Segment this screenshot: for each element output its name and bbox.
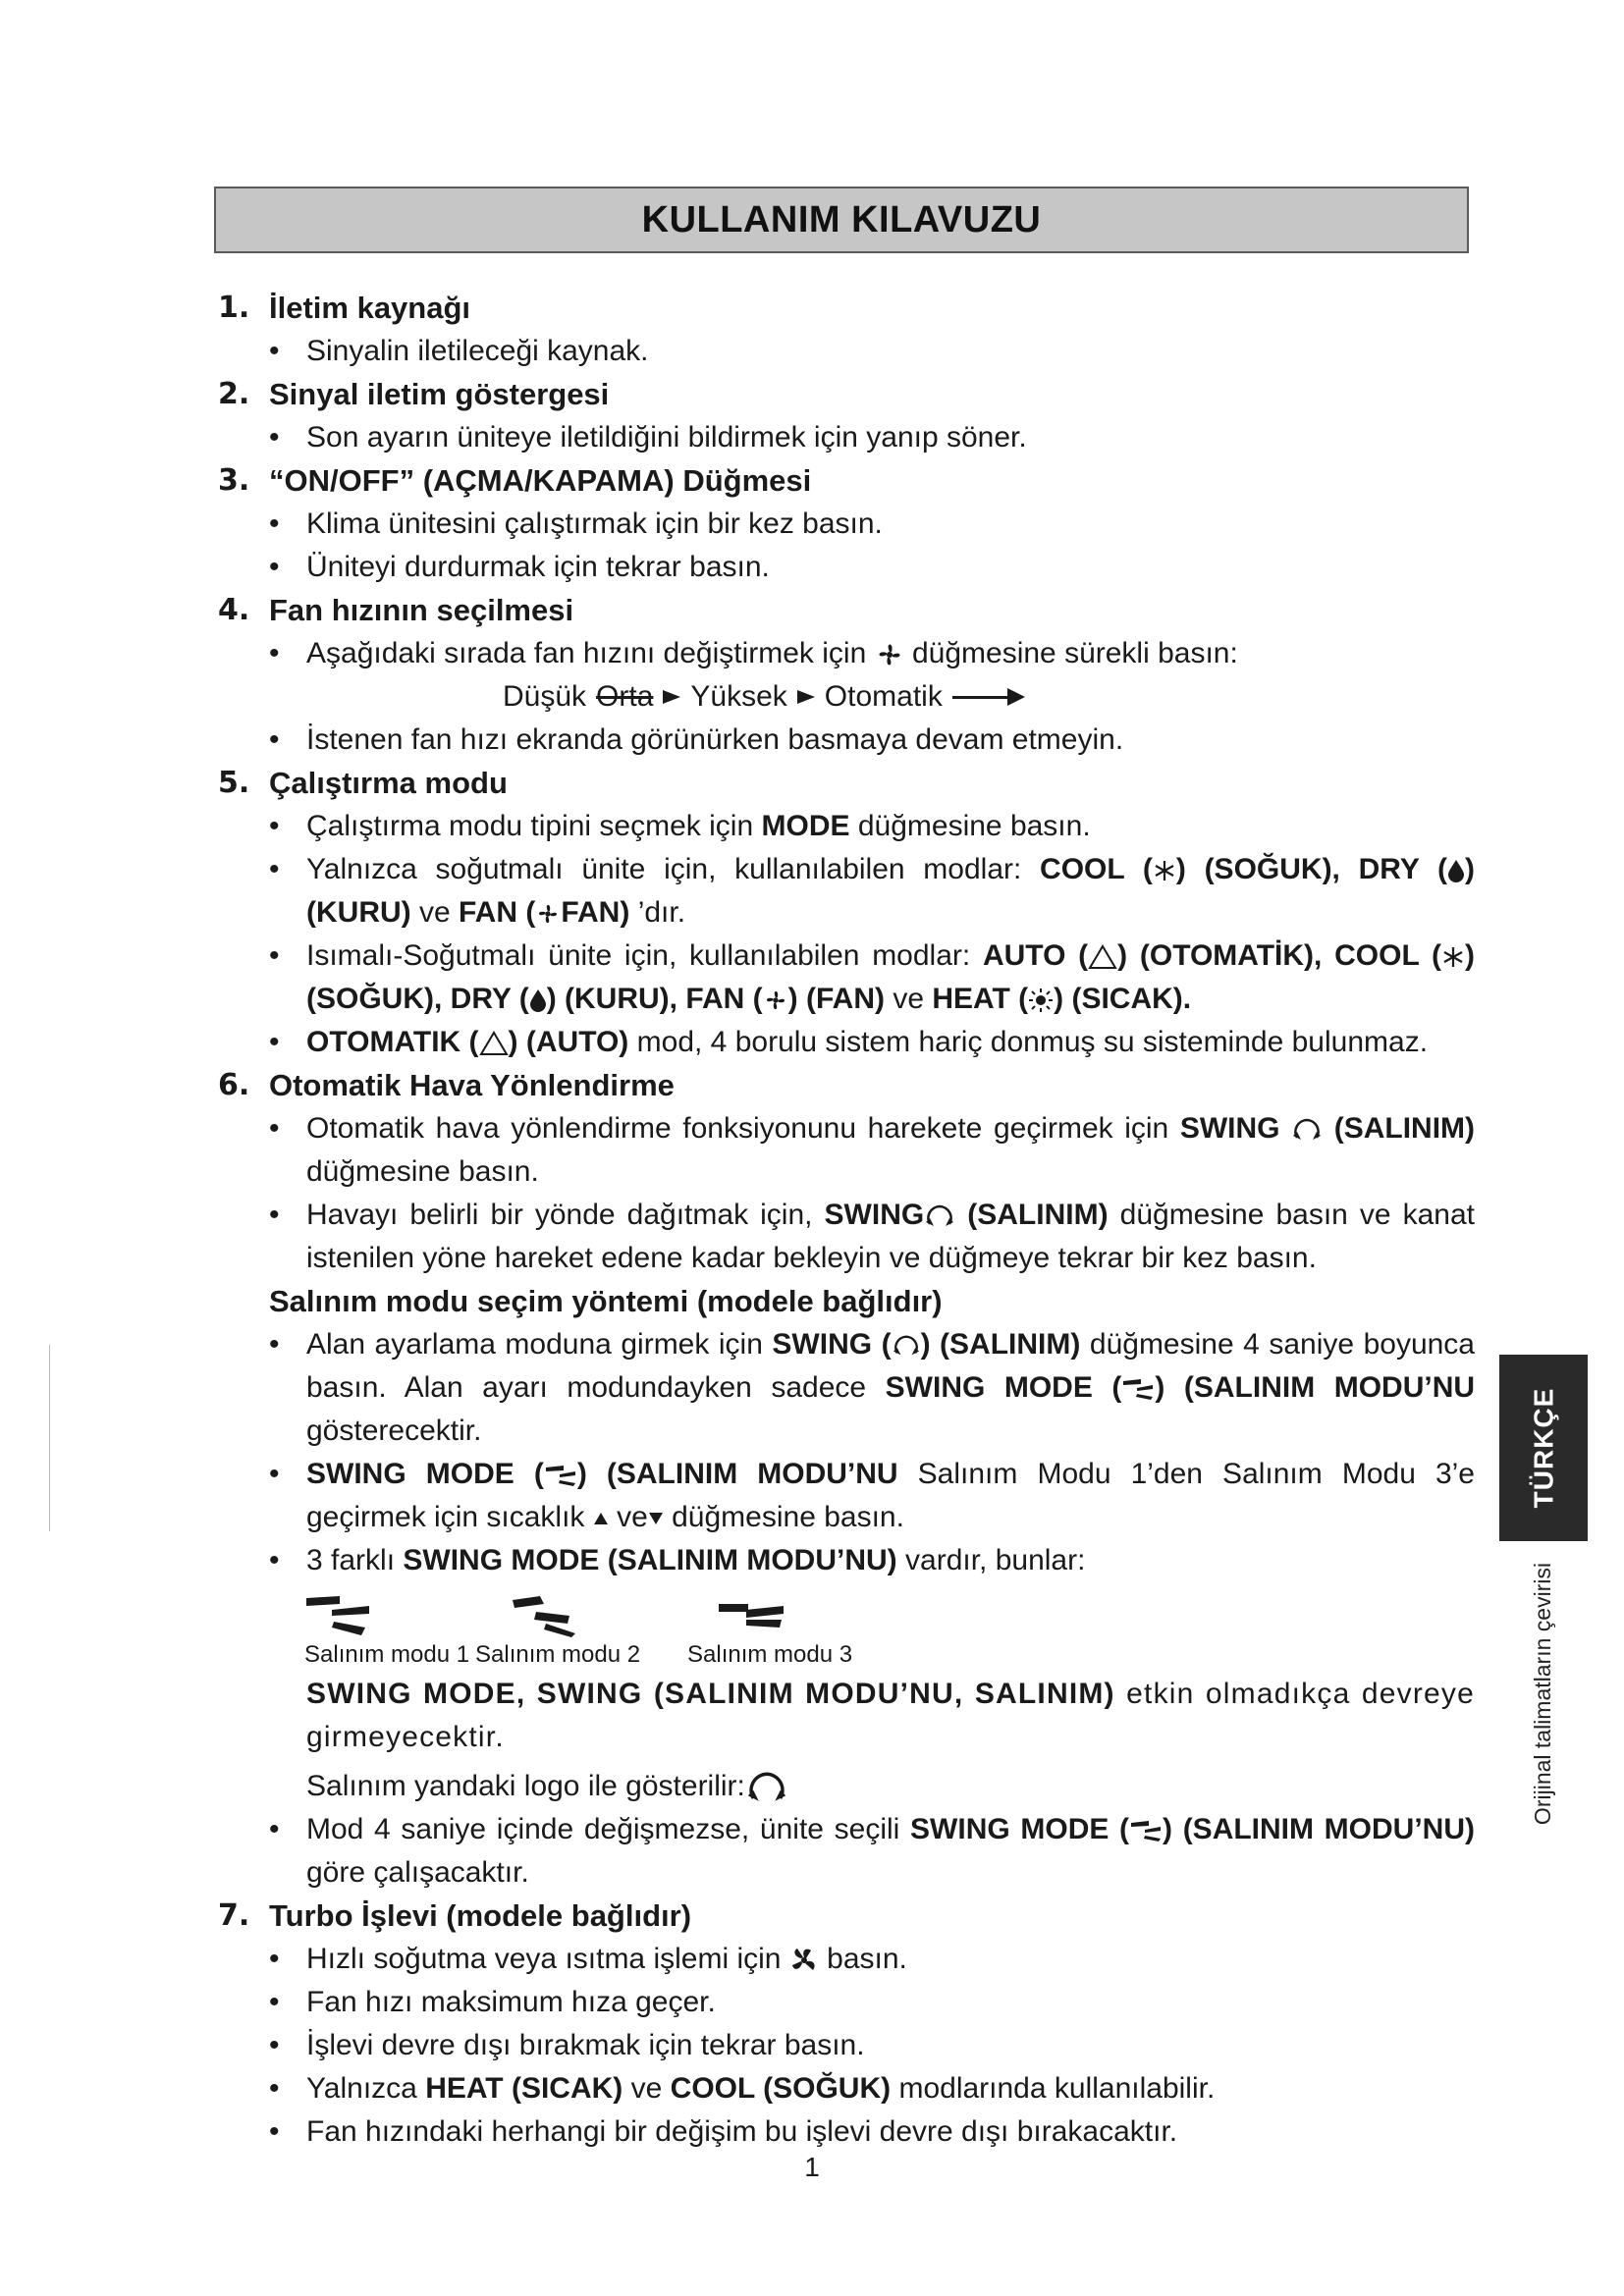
item-text: Otomatik hava yönlendirme fonksiyonunu harekete geçirmek için xyxy=(306,1112,1169,1145)
cool-label: (SOĞUK), xyxy=(306,983,443,1015)
item-text: Son ayarın üniteye iletildiğini bildirmek için yanıp söner. xyxy=(306,421,1027,454)
dry-label: ) (KURU) xyxy=(306,853,1476,929)
heat-label: ) (SICAK). xyxy=(1054,983,1192,1015)
list-item xyxy=(218,1021,1475,1064)
item-text: göre çalışacaktır. xyxy=(306,1856,529,1889)
arrow-right-icon xyxy=(952,696,1021,699)
swing-mode-label: ) (SALINIM MODU’NU) xyxy=(1163,1813,1475,1845)
item-text: Yalnızca soğutmalı ünite için, kullanılabilen modlar: xyxy=(306,853,1022,885)
section-number: 4. xyxy=(218,593,250,627)
speed-high: Yüksek xyxy=(690,680,787,713)
swing-mode-label: ) (SALINIM MODU’NU xyxy=(576,1458,898,1490)
list-item xyxy=(218,1981,1475,2024)
item-text: Aşağıdaki sırada fan hızını değiştirmek için xyxy=(306,637,867,669)
item-text: 3 farklı xyxy=(306,1544,396,1576)
item-text: Salınım yandaki logo ile gösterilir: xyxy=(306,1770,745,1802)
swing-label: SWING xyxy=(1179,1112,1280,1145)
item-text: basın. xyxy=(827,1943,907,1975)
fan-label: FAN) xyxy=(561,896,630,929)
section-5-heading xyxy=(218,762,1475,805)
swing-mode-1-icon xyxy=(304,1594,373,1637)
item-text: Klima ünitesini çalıştırmak için bir kez basın. xyxy=(306,507,883,540)
item-text: düğmesine sürekli basın: xyxy=(911,637,1238,669)
swing-mode-icons xyxy=(218,1582,1475,1637)
speed-medium: Orta xyxy=(596,680,654,713)
dry-label: DRY ( xyxy=(450,983,529,1015)
swing-mode-2-icon xyxy=(511,1594,579,1637)
swing-mode-label: SWING MODE, SWING (SALINIM MODU’NU, SALINIM) xyxy=(306,1678,1115,1710)
arrow-right-icon xyxy=(797,688,815,706)
list-item xyxy=(218,546,1475,589)
swing-mode-label: SWING MODE (SALINIM MODU’NU) xyxy=(403,1544,897,1576)
list-item xyxy=(218,2110,1475,2154)
item-text: Havayı belirli bir yönde dağıtmak için, xyxy=(306,1199,813,1231)
swing-note xyxy=(218,1673,1475,1759)
item-text: ’dır. xyxy=(637,896,686,929)
item-text: düğmesine basın ve kanat istenilen yöne hareket edene kadar bekleyin ve düğmeye tekrar bir kez basın. xyxy=(306,1199,1476,1274)
turbo-icon xyxy=(789,1947,819,1974)
list-item xyxy=(218,719,1475,762)
item-text: Salınım Modu 1’den Salınım Modu 3’e geçirmek için sıcaklık xyxy=(306,1458,1475,1533)
triangle-auto-icon xyxy=(1088,944,1117,970)
item-text: Mod 4 saniye içinde değişmezse, ünite seçili xyxy=(306,1813,900,1845)
list-item xyxy=(218,1107,1475,1194)
list-item xyxy=(218,1539,1475,1582)
language-tab-label: TÜRKÇE xyxy=(1528,1387,1559,1509)
translation-note xyxy=(1514,1561,1573,1826)
swing-mode-1-label: Salınım modu 1 xyxy=(304,1641,470,1668)
cool-label: COOL ( xyxy=(1040,853,1153,885)
item-text: düğmesine 4 saniye boyunca basın. xyxy=(306,1328,1475,1404)
item-text: Fan hızındaki herhangi bir değişim bu işlevi devre dışı bırakacaktır. xyxy=(306,2115,1178,2148)
cool-label: COOL ( xyxy=(1334,939,1441,972)
snowflake-icon xyxy=(1441,945,1465,969)
auto-label: AUTO ( xyxy=(982,939,1089,972)
margin-line xyxy=(49,1345,50,1531)
item-text: Sinyalin iletileceği kaynak. xyxy=(306,335,649,367)
list-item xyxy=(218,1938,1475,1981)
cool-label: ) (SOĞUK), xyxy=(1175,853,1340,885)
item-text: düğmesine basın. xyxy=(857,810,1091,842)
section-number: 7. xyxy=(218,1898,250,1933)
item-text: düğmesine basın. xyxy=(672,1501,904,1533)
swing-logo-note xyxy=(218,1765,1475,1808)
section-1-heading xyxy=(218,287,1475,330)
list-item xyxy=(218,805,1475,848)
swing-mode-labels xyxy=(218,1637,1475,1673)
swing-mode-label: SWING MODE ( xyxy=(306,1458,544,1490)
item-text: Üniteyi durdurmak için tekrar basın. xyxy=(306,551,770,583)
section-title: Çalıştırma modu xyxy=(269,766,508,800)
list-item xyxy=(218,848,1475,934)
swing-label: (SALINIM) xyxy=(1333,1112,1476,1145)
section-number: 1. xyxy=(218,291,250,325)
swing-mode-icon xyxy=(1129,1819,1163,1842)
section-title: Otomatik Hava Yönlendirme xyxy=(269,1068,675,1102)
item-text: ve xyxy=(418,896,451,929)
swing-mode-2-label: Salınım modu 2 xyxy=(475,1641,641,1668)
item-text: İstenen fan hızı ekranda görünürken basmaya devam etmeyin. xyxy=(306,723,1124,756)
fan-icon xyxy=(535,901,561,927)
section-3-heading xyxy=(218,459,1475,503)
dry-label: ) (KURU), xyxy=(546,983,677,1015)
drop-icon xyxy=(529,988,547,1012)
fan-label: ) (FAN) xyxy=(787,983,885,1015)
item-text: Fan hızı maksimum hıza geçer. xyxy=(306,1986,716,2018)
swing-mode-3-label: Salınım modu 3 xyxy=(687,1641,853,1668)
swing-mode-icon xyxy=(544,1464,577,1487)
list-item xyxy=(218,632,1475,675)
list-item xyxy=(218,416,1475,459)
mode-keyword: MODE xyxy=(761,810,850,842)
page-number: 1 xyxy=(804,2152,820,2182)
auto-label: ) (OTOMATİK), xyxy=(1117,939,1323,972)
swing-mode-label: ) (SALINIM MODU’NU xyxy=(1155,1371,1476,1404)
list-item xyxy=(218,934,1475,1021)
swing-label: (SALINIM) xyxy=(967,1199,1109,1231)
auto-label: ) (AUTO) xyxy=(508,1026,629,1058)
list-item xyxy=(218,2067,1475,2110)
item-text: gösterecektir. xyxy=(306,1415,482,1447)
list-item xyxy=(218,1453,1475,1539)
arrow-up-icon xyxy=(593,1512,609,1525)
list-item xyxy=(218,503,1475,546)
swing-icon xyxy=(1291,1116,1323,1144)
speed-low: Düşük xyxy=(503,680,587,713)
fan-icon xyxy=(875,640,904,669)
item-text: Alan ayarlama moduna girmek için xyxy=(306,1328,763,1361)
sun-icon xyxy=(1028,988,1054,1013)
item-text: vardır, bunlar: xyxy=(905,1544,1086,1576)
swing-label: ) (SALINIM) xyxy=(920,1328,1081,1361)
section-6-heading xyxy=(218,1064,1475,1107)
dry-label: DRY ( xyxy=(1358,853,1448,885)
swing-mode-label: SWING MODE ( xyxy=(910,1813,1130,1845)
list-item xyxy=(218,330,1475,373)
swing-icon xyxy=(745,1768,788,1807)
item-text: mod, 4 borulu sistem hariç donmuş su sisteminde bulunmaz. xyxy=(636,1026,1429,1058)
fan-label: FAN ( xyxy=(459,896,536,929)
swing-icon xyxy=(892,1333,921,1359)
language-tab xyxy=(1499,1355,1588,1541)
instructions-body xyxy=(218,287,1475,2154)
translation-note-text: Orijinal talimatların çevirisi xyxy=(1530,1562,1556,1825)
list-item xyxy=(218,2024,1475,2067)
section-title: Turbo İşlevi (modele bağlıdır) xyxy=(269,1898,692,1933)
cool-label: ) xyxy=(1464,939,1475,972)
swing-icon xyxy=(924,1202,955,1230)
item-text: ve xyxy=(630,2072,663,2105)
cool-label: COOL (SOĞUK) xyxy=(670,2072,892,2105)
arrow-right-icon xyxy=(663,688,680,706)
swing-label: SWING xyxy=(824,1199,925,1231)
item-text: etkin olmadıkça devreye girmeyecektir. xyxy=(306,1678,1475,1753)
drop-icon xyxy=(1447,859,1465,882)
swing-label: SWING ( xyxy=(772,1328,892,1361)
fan-icon xyxy=(763,988,788,1013)
swing-mode-label: SWING MODE ( xyxy=(885,1371,1122,1404)
triangle-auto-icon xyxy=(479,1031,509,1056)
list-item xyxy=(218,1808,1475,1895)
fan-label: FAN ( xyxy=(685,983,763,1015)
item-text: Alan ayarı modundayken sadece xyxy=(404,1371,867,1404)
section-4-heading xyxy=(218,589,1475,632)
speed-auto: Otomatik xyxy=(824,680,943,713)
section-number: 3. xyxy=(218,463,250,498)
item-text: İşlevi devre dışı bırakmak için tekrar basın. xyxy=(306,2029,865,2061)
section-number: 5. xyxy=(218,766,250,800)
subsection-heading: Salınım modu seçim yöntemi (modele bağlıdır) xyxy=(269,1284,943,1318)
section-7-heading xyxy=(218,1895,1475,1938)
section-title: Fan hızının seçilmesi xyxy=(269,593,574,627)
item-text: ve xyxy=(893,983,925,1015)
fan-speed-sequence xyxy=(218,675,1475,719)
auto-label: OTOMATIK ( xyxy=(306,1026,479,1058)
section-number: 2. xyxy=(218,377,250,411)
list-item xyxy=(218,1194,1475,1280)
section-title: İletim kaynağı xyxy=(269,291,471,325)
arrow-down-icon xyxy=(648,1512,664,1525)
heat-label: HEAT ( xyxy=(932,983,1029,1015)
item-text: ve xyxy=(617,1501,648,1533)
snowflake-icon xyxy=(1153,859,1176,882)
section-number: 6. xyxy=(218,1068,250,1102)
item-text: Hızlı soğutma veya ısıtma işlemi için xyxy=(306,1943,782,1975)
item-text: Isımalı-Soğutmalı ünite için, kullanılabilen modlar: xyxy=(306,939,971,972)
item-text: Yalnızca xyxy=(306,2072,417,2105)
item-text: modlarında kullanılabilir. xyxy=(898,2072,1216,2105)
section-title: Sinyal iletim göstergesi xyxy=(269,377,610,411)
swing-mode-3-icon xyxy=(717,1602,785,1631)
section-2-heading xyxy=(218,373,1475,416)
item-text: Çalıştırma modu tipini seçmek için xyxy=(306,810,754,842)
page-title: KULLANIM KILAVUZU xyxy=(214,187,1469,253)
section-title: “ON/OFF” (AÇMA/KAPAMA) Düğmesi xyxy=(269,463,812,498)
item-text: düğmesine basın. xyxy=(306,1155,539,1188)
heat-label: HEAT (SICAK) xyxy=(425,2072,623,2105)
swing-mode-icon xyxy=(1121,1377,1155,1401)
list-item xyxy=(218,1323,1475,1453)
